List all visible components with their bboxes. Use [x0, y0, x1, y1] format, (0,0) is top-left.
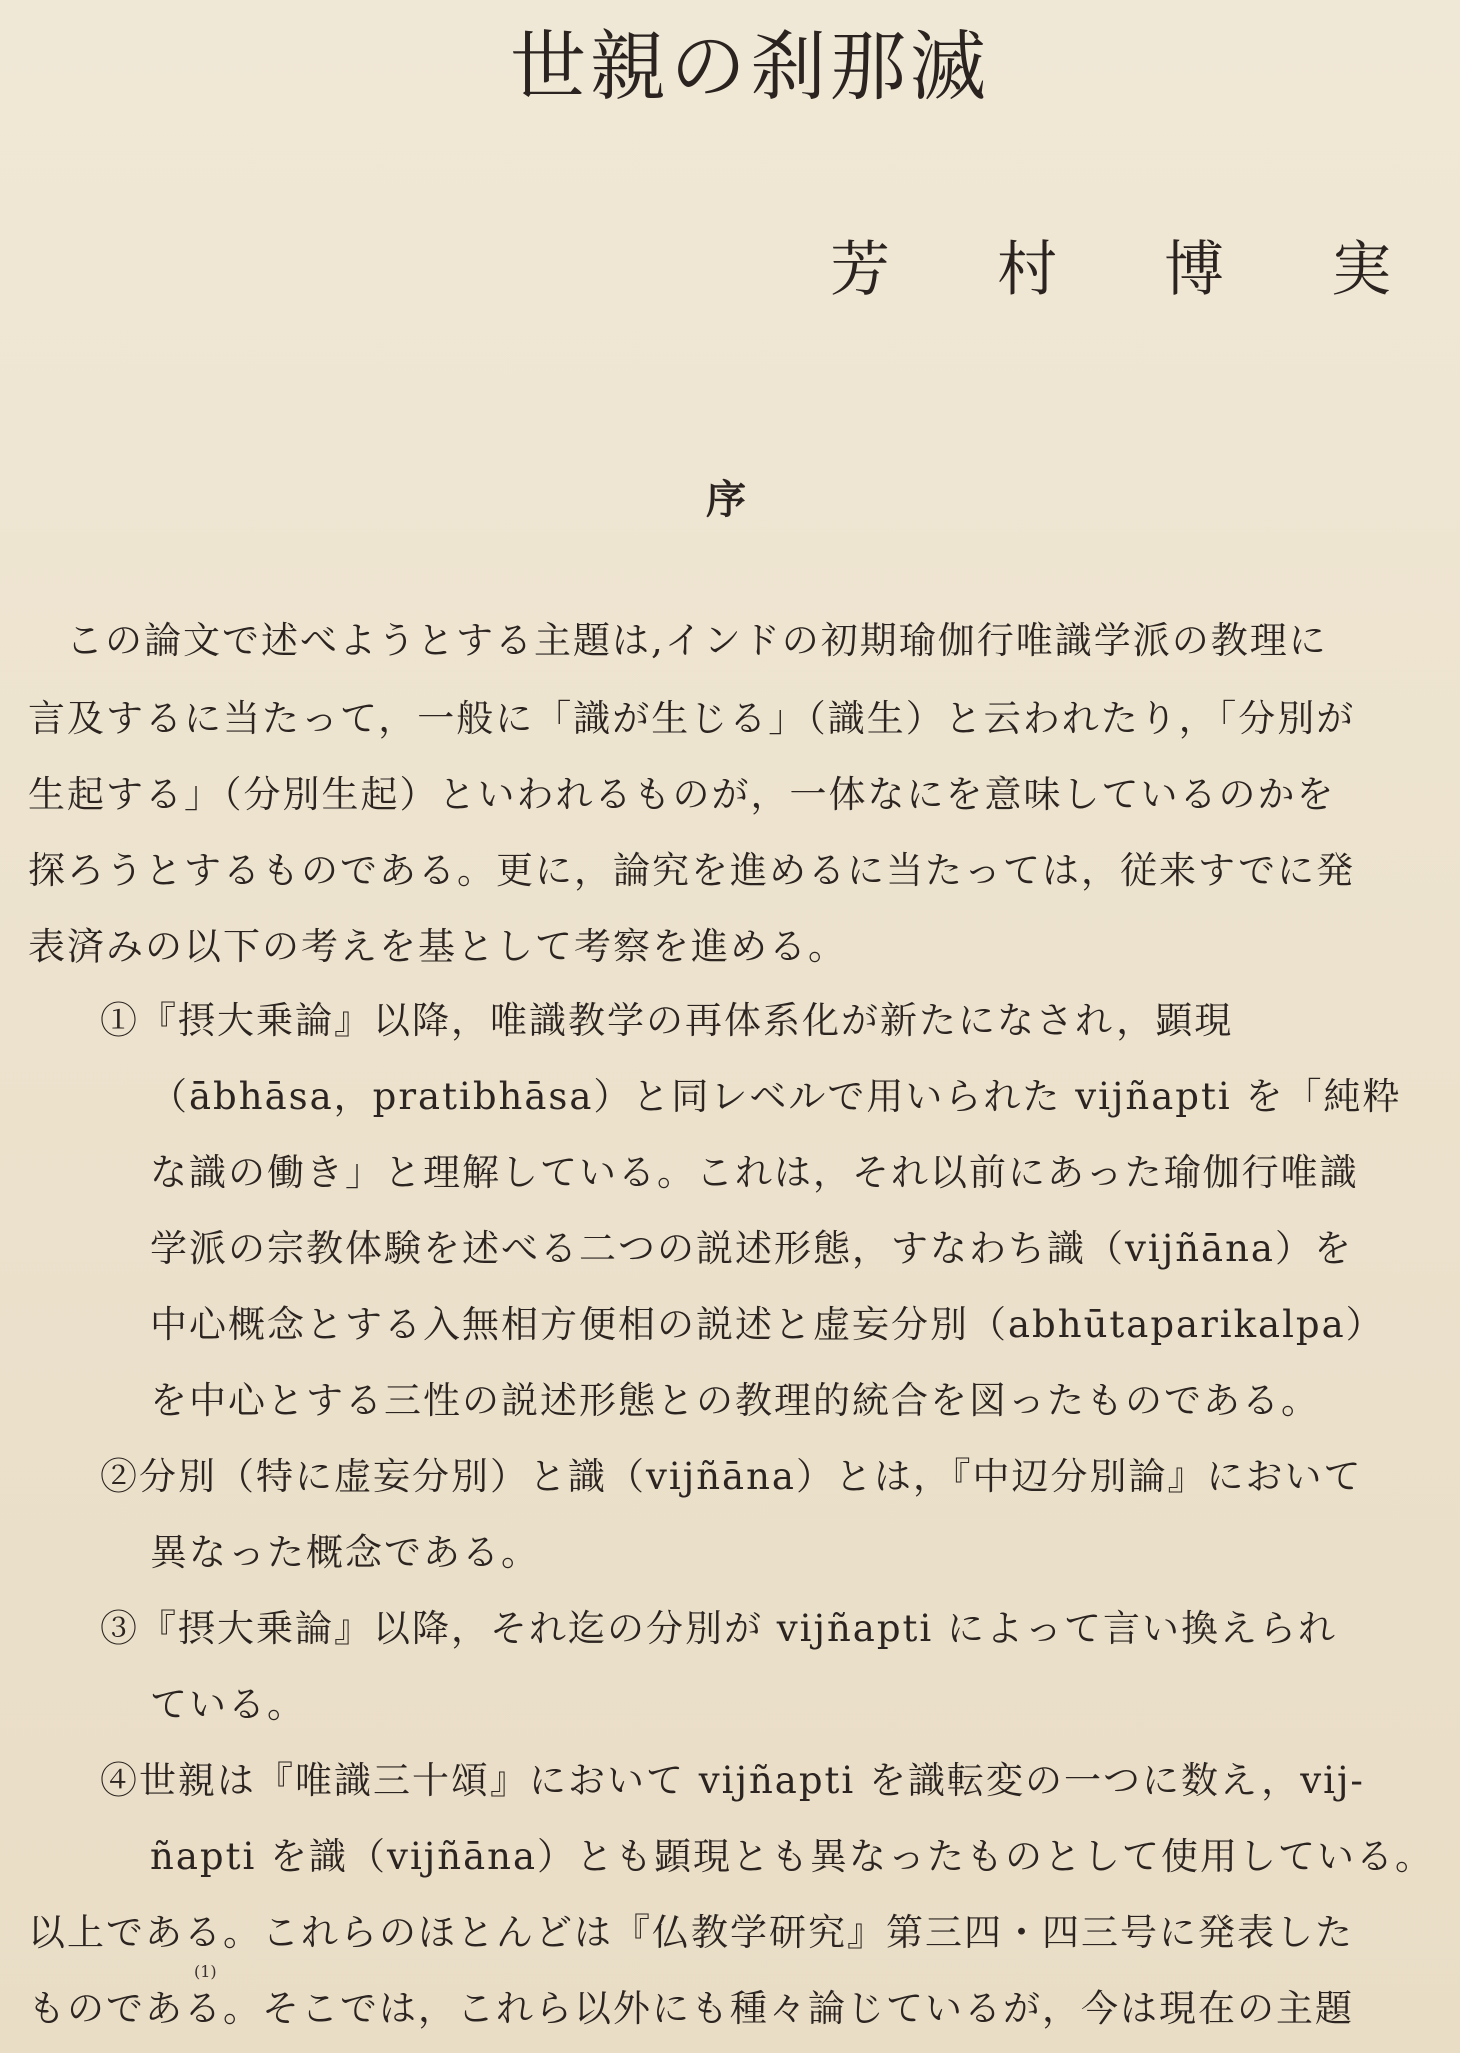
list-item-line: ている。: [150, 1683, 306, 1726]
paragraph-line: この論文で述べようとする主題は,インドの初期瑜伽行唯識学派の教理に: [66, 619, 1328, 662]
list-item-line: ñapti を識（vijñāna）とも顕現とも異なったものとして使用している。: [150, 1835, 1435, 1878]
list-item-line: 中心概念とする入無相方便相の説述と虚妄分別（abhūtaparikalpa）: [150, 1303, 1385, 1346]
paragraph-line: 表済みの以下の考えを基として考察を進める。: [28, 925, 847, 968]
paragraph-line: 以上である。これらのほとんどは『仏教学研究』第三四・四三号に発表した: [28, 1911, 1354, 1954]
paragraph-line: 探ろうとするものである。更に，論究を進めるに当たっては，従来すでに発: [28, 849, 1356, 892]
footnote-marker[interactable]: (1): [194, 1962, 217, 1981]
paragraph-line: 生起する」（分別生起）といわれるものが，一体なにを意味しているのかを: [28, 773, 1336, 816]
list-item-line: ③『摂大乗論』以降，それ迄の分別が vijñapti によって言い換えられ: [100, 1607, 1338, 1650]
list-item-line: な識の働き」と理解している。これは，それ以前にあった瑜伽行唯識: [150, 1151, 1359, 1194]
list-item-line: ①『摂大乗論』以降，唯識教学の再体系化が新たになされ，顕現: [100, 999, 1234, 1042]
list-item-line: 学派の宗教体験を述べる二つの説述形態，すなわち識（vijñāna）を: [150, 1227, 1353, 1270]
section-heading: 序: [706, 476, 746, 523]
list-item-line: を中心とする三性の説述形態との教理的統合を図ったものである。: [150, 1379, 1320, 1422]
paragraph-line: 言及するに当たって，一般に「識が生じる」（識生）と云われたり，「分別が: [28, 697, 1356, 740]
article-title: 世親の刹那滅: [510, 22, 990, 111]
paragraph-line: ものである。そこでは，これら以外にも種々論じているが，今は現在の主題: [28, 1987, 1354, 2030]
list-item-line: ④世親は『唯識三十頌』において vijñapti を識転変の一つに数え，vij-: [100, 1759, 1365, 1802]
list-item-line: 異なった概念である。: [150, 1531, 540, 1574]
list-item-line: ②分別（特に虚妄分別）と識（vijñāna）とは，『中辺分別論』において: [100, 1455, 1363, 1498]
list-item-line: （ābhāsa，pratibhāsa）と同レベルで用いられた vijñapti を「純粋: [150, 1075, 1402, 1118]
author-name: 芳 村 博 実: [830, 235, 1436, 305]
